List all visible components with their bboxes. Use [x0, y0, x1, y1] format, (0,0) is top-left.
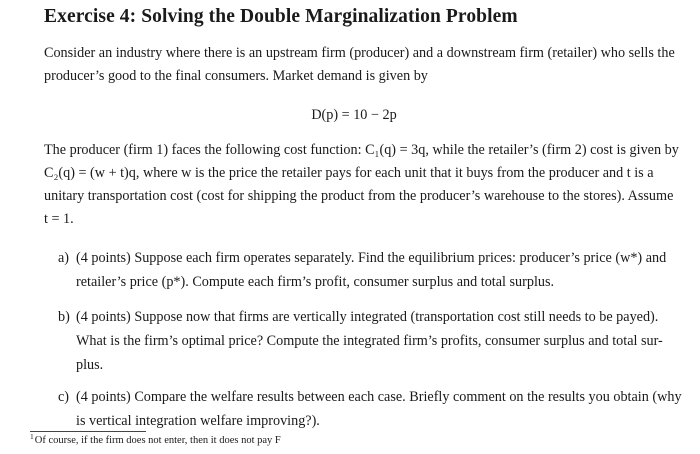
question-label: c) — [58, 389, 70, 405]
intro-line: producer’s good to the final consumers. Market demand is given by — [44, 68, 428, 84]
footnote-text: Of course, if the firm does not enter, then it does not pay F — [34, 435, 281, 446]
cost-line: C₂(q) = (w + t)q, where w is the price the retailer pays for each unit that it buys from the producer and t is a — [44, 165, 654, 181]
cost-paragraph — [44, 139, 679, 231]
cost-line: unitary transportation cost (cost for shipping the product from the producer’s warehouse to the stores). Assume — [44, 188, 674, 204]
demand-equation — [0, 107, 700, 124]
question-line: (4 points) Compare the welfare results between each case. Briefly comment on the results you obtain (why — [76, 389, 682, 405]
question-label: b) — [58, 309, 70, 325]
cost-line: The producer (firm 1) faces the following cost function: C₁(q) = 3q, while the retailer’s (firm 2) cost is given by — [44, 142, 679, 158]
question-line: is vertical integration welfare improving?). — [76, 413, 320, 429]
intro-paragraph — [44, 42, 675, 88]
question-line: (4 points) Suppose now that firms are vertically integrated (transportation cost still needs to be payed). — [76, 309, 659, 325]
question-line: (4 points) Suppose each firm operates separately. Find the equilibrium prices: producer’s price (w*) and — [76, 250, 667, 266]
cost-line: t = 1. — [44, 211, 74, 227]
intro-line: Consider an industry where there is an upstream firm (producer) and a downstream firm (retailer) who sells the — [44, 45, 675, 61]
question-line: What is the firm’s optimal price? Compute the integrated firm’s profits, consumer surplus and total sur- — [76, 333, 663, 349]
exercise-title: Exercise 4: Solving the Double Marginalization Problem — [44, 6, 518, 27]
question-line: retailer’s price (p*). Compute each firm’s profit, consumer surplus and total surplus. — [76, 274, 555, 290]
question-line: plus. — [76, 357, 104, 373]
demand-equation-text: D(p) = 10 − 2p — [311, 107, 397, 123]
footnote — [30, 432, 281, 446]
footnote-mark: 1 — [30, 432, 34, 441]
question-label: a) — [58, 250, 70, 266]
